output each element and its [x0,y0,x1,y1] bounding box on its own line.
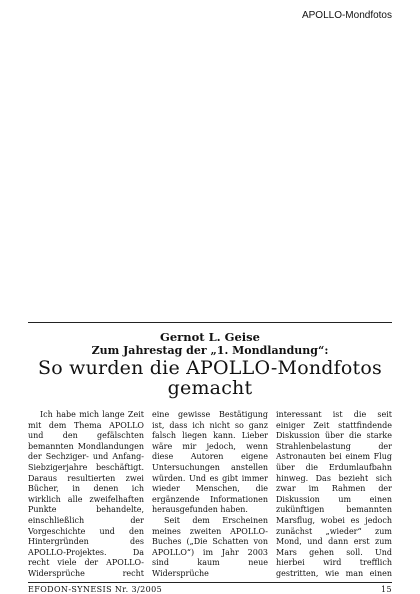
article-subtitle: Zum Jahrestag der „1. Mondlandung“: [91,344,329,357]
header-rule [28,322,392,323]
publication-name: EFODON-SYNESIS Nr. 3/2005 [28,585,163,594]
article-title-line-1: So wurden die APOLLO-Mondfotos [38,357,382,379]
paragraph: eine gewisse Bestätigung ist, dass ich nicht so ganz falsch liegen kann. Lieber wäre mir jedoch, wenn diese Autoren eigene Untersuchungen anstellen würden. Und es gibt immer wieder Menschen, die ergänzende Informationen herausgefunden haben. [152,410,268,515]
page-number: 15 [381,585,392,594]
body-column-2 [152,410,268,578]
paragraph: Ich habe mich lange Zeit mit dem Thema APOLLO und den gefälschten bemannten Mondlandungen der Sechziger- und Anfang-Siebzigerjahre beschäftigt. Daraus resultierten zwei Bücher, in denen ich wirklich alle zweifelhaften Punkte behandelte, einschließlich der Vorgeschichte und den Hintergründen des APOLLO-Projektes. Da recht viele der APOLLO-Widersprüche recht [28,410,144,578]
author-name: Gernot L. Geise [160,330,260,344]
running-head: APOLLO-Mondfotos [301,10,392,21]
article-header [28,330,392,398]
body-column-3 [276,410,392,578]
article-body [28,410,392,578]
footer-rule [28,582,392,583]
paragraph: Seit dem Erscheinen meines zweiten APOLLO-Buches („Die Schatten von APOLLO“) im Jahr 2003 sind kaum neue Widersprüche [152,515,268,578]
page-footer [28,585,392,594]
article-title-line-2: gemacht [167,377,253,399]
paragraph: interessant ist die seit einiger Zeit stattfindende Diskussion über die starke Strahlenbelastung der Astronauten bei einem Flug über die Erdumlaufbahn hinweg. Das bezieht sich zwar im Rahmen der Diskussion um einen zukünftigen bemannten Marsflug, wobei es jedoch zunächst „wieder“ zum Mond, und dann erst zum Mars gehen soll. Und hierbei wird trefflich gestritten, wie man einen [276,410,392,578]
body-column-1 [28,410,144,578]
